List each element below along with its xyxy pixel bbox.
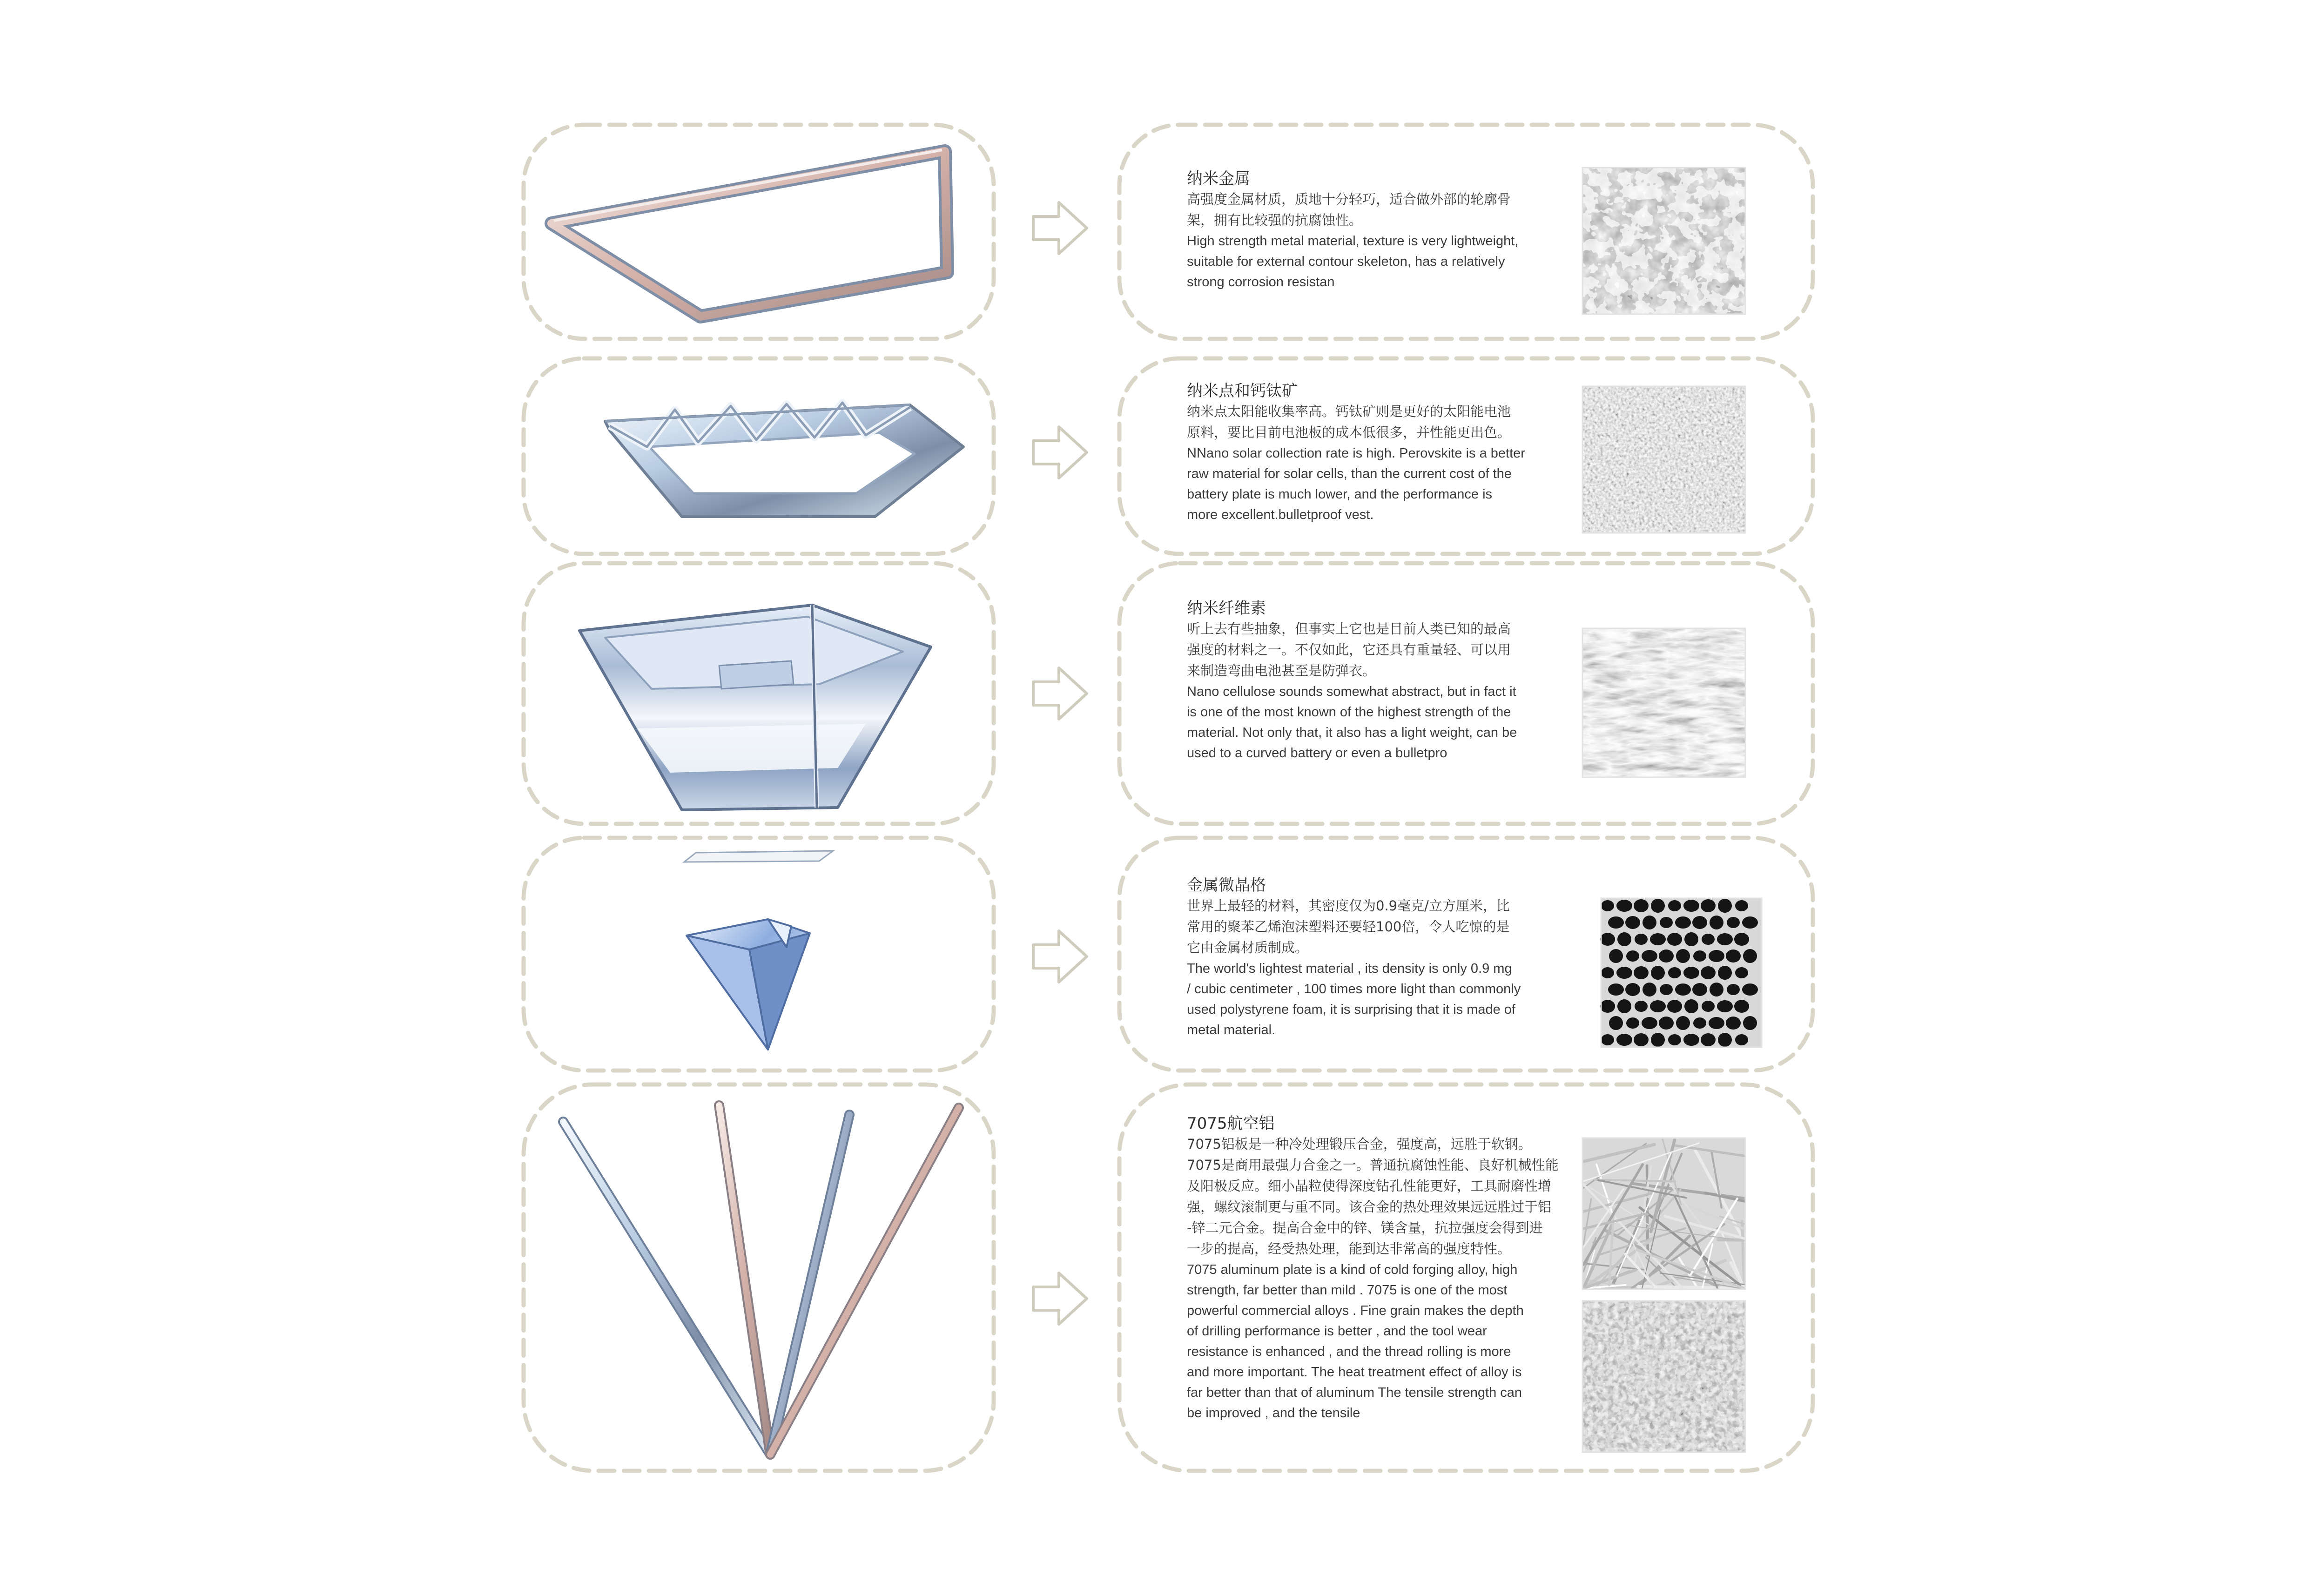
- material-desc-en: The world's lightest material , its density is only 0.9 mg / cubic centimeter , 100 times more light than commonly used polystyrene foam, it is surprising that it is made of metal material.: [1187, 961, 1521, 1037]
- material-desc-cn: 高强度金属材质，质地十分轻巧，适合做外部的轮廓骨 架，拥有比较强的抗腐蚀性。: [1187, 191, 1511, 228]
- material-desc-cn: 世界上最轻的材料，其密度仅为0.9毫克/立方厘米，比 常用的聚苯乙烯泡沫塑料还要轻100倍，令人吃惊的是 它由金属材质制成。: [1187, 898, 1510, 956]
- icon-frame-5: [524, 1084, 994, 1471]
- crystal-pyramid-icon: [687, 919, 810, 1050]
- cellulose-fiber-texture: [1582, 628, 1745, 777]
- material-text-1: [1187, 168, 1569, 292]
- aluminum-frame-icon: [552, 150, 947, 317]
- truss-ring-icon: [605, 403, 963, 517]
- material-text-4: [1187, 875, 1578, 1040]
- arrow-icon: [1033, 427, 1087, 478]
- material-desc-en: Nano cellulose sounds somewhat abstract, but in fact it is one of the most known of the highest strength of the material. Not only that, it also has a light weight, can be used to a curved battery or even a bulletpro: [1187, 684, 1517, 761]
- material-desc-cn: 纳米点太阳能收集率高。钙钛矿则是更好的太阳能电池 原料，要比目前电池板的成本低很多，并性能更出色。: [1187, 404, 1511, 440]
- nanodot-texture: [1582, 386, 1745, 533]
- glass-plate-icon: [684, 851, 833, 862]
- arrow-icon: [1033, 931, 1087, 982]
- material-title: 纳米点和钙钛矿: [1187, 382, 1298, 400]
- material-desc-cn: 听上去有些抽象，但事实上它也是目前人类已知的最高 强度的材料之一。不仅如此，它还具有重量轻、可以用 来制造弯曲电池甚至是防弹衣。: [1187, 621, 1511, 679]
- arrow-icon: [1033, 668, 1087, 719]
- aluminum-fiber-texture: [1582, 1138, 1745, 1289]
- material-desc-cn: 7075铝板是一种冷处理锻压合金，强度高，远胜于软钢。 7075是商用最强力合金之一。普通抗腐蚀性能、良好机械性能 及阳极反应。细小晶粒使得深度钻孔性能更好，工具耐磨性增 强，螺纹滚制更与重不同。该合金的热处理效果远远胜过于铝 -锌二元合金。提高合金中的锌、镁含量，抗拉强度会得到进 一步的提高，经受热处理，能到达非常高的强度特性。: [1187, 1136, 1559, 1257]
- material-text-5: [1187, 1113, 1573, 1423]
- material-text-3: [1187, 598, 1569, 763]
- micro-lattice-texture: [1600, 898, 1762, 1047]
- material-desc-en: NNano solar collection rate is high. Perovskite is a better raw material for solar cells, than the current cost of the battery plate is much lower, and the performance is more excellent.bulletproof vest.: [1187, 446, 1525, 522]
- grain-particle-texture: [1582, 1301, 1745, 1452]
- material-desc-en: High strength metal material, texture is very lightweight, suitable for external contour skeleton, has a relatively strong corrosion resistan: [1187, 234, 1519, 290]
- material-desc-en: 7075 aluminum plate is a kind of cold forging alloy, high strength, far better than mild . 7075 is one of the most powerful commercial alloys . Fine grain makes the depth of drilling performance is better , and the tool wear resistance is enhanced , and the thread rolling is more and more important. The heat treatment effect of alloy is far better than that of aluminum The tensile strength can be improved , and the tensile: [1187, 1262, 1524, 1421]
- arrow-icon: [1033, 202, 1087, 254]
- material-title: 金属微晶格: [1187, 876, 1266, 895]
- glass-frustum-icon: [579, 605, 931, 810]
- metal-foam-texture: [1582, 168, 1745, 314]
- material-title: 7075航空铝: [1187, 1114, 1275, 1133]
- material-title: 纳米纤维素: [1187, 599, 1266, 618]
- material-title: 纳米金属: [1187, 169, 1250, 188]
- aluminum-rods-icon: [563, 1105, 959, 1455]
- material-text-2: [1187, 381, 1569, 525]
- arrow-icon: [1033, 1273, 1087, 1324]
